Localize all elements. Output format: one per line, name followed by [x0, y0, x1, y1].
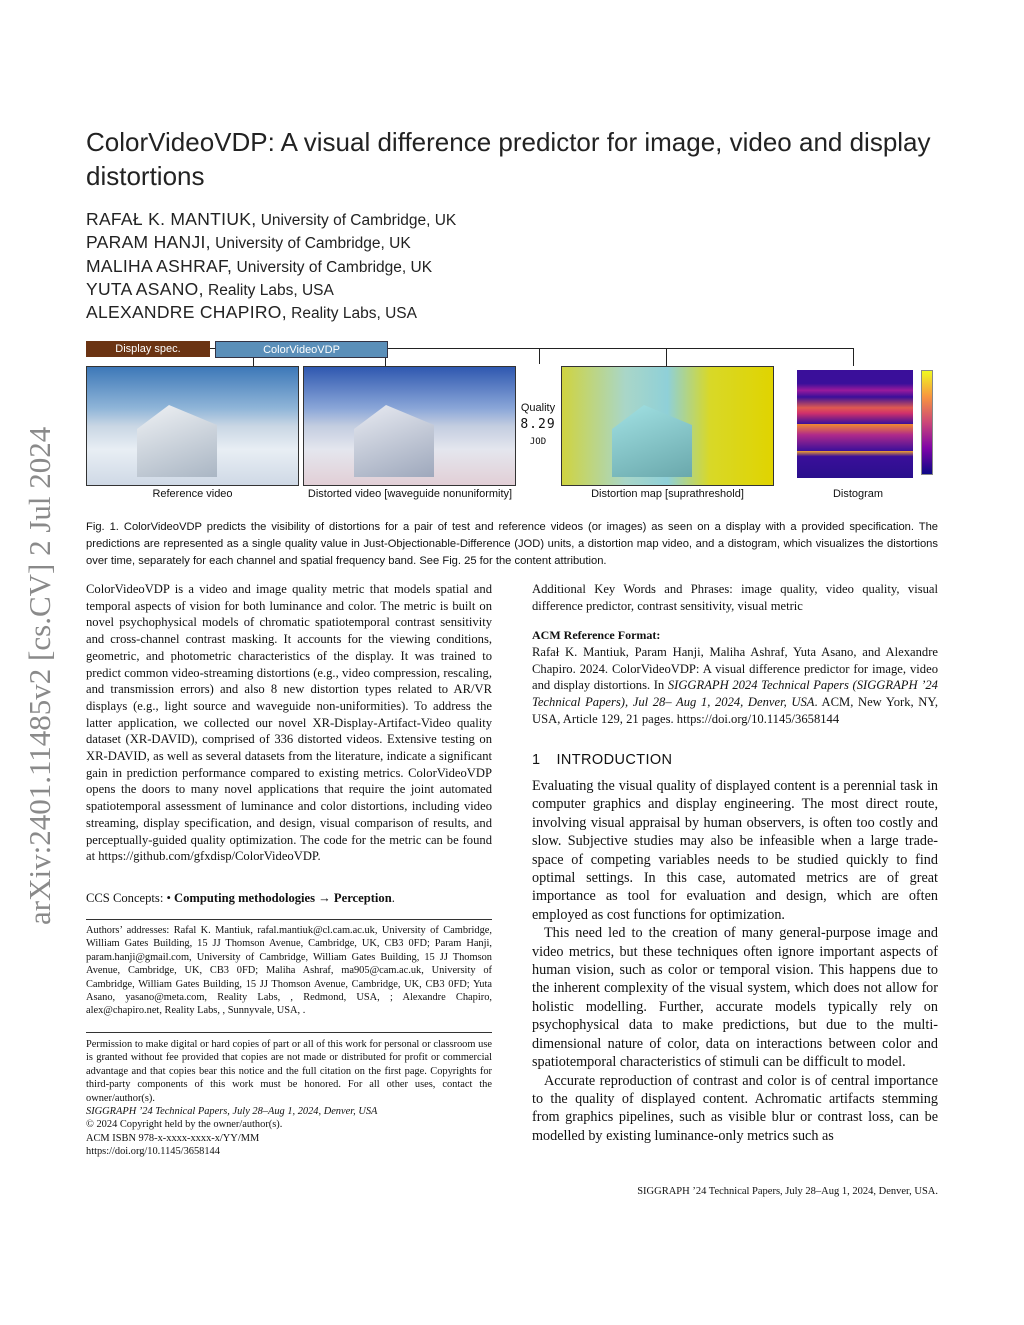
author-name: PARAM HANJI, — [86, 232, 211, 252]
author-affiliation: Reality Labs, USA — [286, 305, 417, 322]
divider — [86, 1032, 492, 1033]
colorvideovdp-box: ColorVideoVDP — [215, 341, 388, 358]
author-name: YUTA ASANO, — [86, 279, 204, 299]
quality-value: 8.29 — [520, 417, 556, 432]
paper-title: ColorVideoVDP: A visual difference predictor for image, video and display distortions — [86, 127, 931, 191]
arrow — [539, 348, 540, 364]
caption-label: Fig. 1. — [86, 521, 119, 533]
author-affiliation: Reality Labs, USA — [203, 282, 334, 299]
distortion-map-image — [561, 366, 774, 486]
author-affiliation: University of Cambridge, UK — [232, 259, 433, 276]
figure-label: Distortion map [suprathreshold] — [591, 488, 744, 500]
author — [86, 209, 456, 230]
paragraph: This need led to the creation of many general-purpose image and video metrics, but these techniques often ignore important aspects of human vision, such as color or temporal vision. This happens due to the inherent complexity of the visual system, which does not allow for holistic modelling. Further, accurate models typically rely on psychophysical data to make predictions, but due to the multi-dimensional nature of color, data on interactions between color and spatiotemporal characteristics of stimuli can be difficult to model. — [532, 925, 938, 1071]
ccs-suffix: . — [391, 891, 395, 905]
section-heading — [532, 752, 672, 768]
colorbar — [921, 370, 933, 475]
distogram-chart — [797, 370, 913, 477]
divider — [86, 919, 492, 920]
author — [86, 256, 432, 277]
author-affiliation: University of Cambridge, UK — [210, 235, 411, 252]
acm-reference — [532, 644, 938, 728]
ref-text: Rafał K. Mantiuk, Param Hanji, Maliha Ashraf, Yuta Asano, and Alexandre Chapiro. 2024. ColorVideoVDP: A visual difference predictor for image, video and display distortions. In — [532, 645, 938, 693]
ccs-concepts — [86, 890, 492, 907]
venue: SIGGRAPH ’24 Technical Papers, July 28–Aug 1, 2024, Denver, USA — [86, 1106, 378, 1118]
paragraph: Evaluating the visual quality of displayed content is a perennial task in computer graphics and display engineering. The most direct route, involving visual appraisal by human observers, is often too costly and slow. Subjective studies may also be infeasible when a large trade-space of competing variables needs to be studied quickly to find optimal settings. In this case, automated metrics are of great importance as tool for evaluation and design, which are often employed as cost functions for optimization. — [532, 778, 938, 923]
author — [86, 279, 334, 300]
figure-label: Distorted video [waveguide nonuniformity] — [307, 488, 513, 500]
acm-reference-heading: ACM Reference Format: — [532, 628, 661, 642]
quality-label: Quality — [520, 402, 556, 414]
figure-label: Distogram — [832, 488, 884, 500]
connector-line — [388, 348, 854, 349]
distorted-video-image — [303, 366, 516, 486]
author-addresses: Authors’ addresses: Rafal K. Mantiuk, rafal.mantiuk@cl.cam.ac.uk, University of Cambridge, William Gates Building, 15 JJ Thomson Avenue, Cambridge, UK, CB3 0FD; Param Hanji, param.hanji@gmail.com, University of Cambridge, William Gates Building, 15 JJ Thomson Avenue, Cambridge, UK, CB3 0FD; Maliha Ashraf, ma905@cam.ac.uk, University of Cambridge, William Gates Building, 15 JJ Thomson Avenue, Cambridge, UK, CB3 0FD; Yuta Asano, yasano@meta.com, Reality Labs, , Redmond, USA, ; Alexandre Chapiro, alex@chapiro.net, Reality Labs, , Sunnyvale, USA, . — [86, 925, 492, 1017]
keywords: Additional Key Words and Phrases: image quality, video quality, visual difference predictor, contrast sensitivity, visual metric — [532, 582, 938, 613]
author-name: ALEXANDRE CHAPIRO, — [86, 302, 287, 322]
section-title: INTRODUCTION — [556, 752, 673, 768]
author-affiliation: University of Cambridge, UK — [256, 212, 457, 229]
caption-text: ColorVideoVDP predicts the visibility of distortions for a pair of test and reference videos (or images) as seen on a display with a provided specification. The predictions are represented as a single quality value in Just-Objectionable-Difference (JOD) units, a distortion map video, and a distogram, which visualizes the distortions over time, separately for each channel and spatial frequency band. See Fig. 25 for the content attribution. — [86, 521, 939, 567]
figure-label: Reference video — [152, 488, 233, 500]
page-footer: SIGGRAPH ’24 Technical Papers, July 28–Aug 1, 2024, Denver, USA. — [637, 1186, 938, 1197]
display-spec-box: Display spec. — [86, 341, 210, 357]
paragraph: Accurate reproduction of contrast and color is of central importance to the quality of displayed content. Achromatic artifacts stemming from graphics pipelines, such as visible blur or contrast loss, can be modelled by existing luminance-only metrics such as — [532, 1072, 938, 1144]
author — [86, 232, 411, 253]
arrow — [666, 348, 667, 366]
ref-text: . ACM, New York, NY, USA, Article 129, 21 pages. https://doi.org/10.1145/3658144 — [532, 695, 938, 726]
isbn: ACM ISBN 978-x-xxxx-xxxx-x/YY/MM — [86, 1132, 260, 1144]
author-name: MALIHA ASHRAF, — [86, 256, 233, 276]
figure-caption — [86, 519, 938, 569]
abstract: ColorVideoVDP is a video and image quality metric that models spatial and temporal aspects of vision for both luminance and color. The metric is built on novel psychophysical models of chromatic spatiotemporal contrast sensitivity and cross-channel contrast masking. It accounts for the viewing conditions, geometric, and photometric characteristics of the display. It was trained to predict common video-streaming distortions (e.g., video compression, rescaling, and transmission errors) and also 8 new distortion types related to AR/VR displays (e.g., light source and waveguide non-uniformities). To address the latter application, we collected our novel XR-Display-Artifact-Video quality dataset (XR-DAVID), comprised of 336 distorted videos. Extensive testing on XR-DAVID, as well as several datasets from the literature, indicate a significant gain in prediction performance compared to existing metrics. ColorVideoVDP opens the doors to many novel applications that require the joint automated spatiotemporal assessment of luminance and color distortions, including video streaming, display specification, and design, visual comparison of results, and perceptually-guided quality optimization. The code for the metric can be found at https://github.com/gfxdisp/ColorVideoVDP. — [86, 582, 492, 864]
ccs-prefix: CCS Concepts: • — [86, 891, 175, 905]
quality-unit: JOD — [529, 437, 547, 447]
author — [86, 302, 417, 323]
reference-video-image — [86, 366, 299, 486]
section-number: 1 — [532, 752, 541, 768]
copyright: © 2024 Copyright held by the owner/author(s). — [86, 1119, 283, 1131]
ref-venue: SIGGRAPH 2024 Technical Papers (SIGGRAPH ’24 Technical Papers), Jul 28– Aug 1, 2024, Denver, USA — [532, 678, 938, 710]
arrow — [853, 348, 854, 366]
author-name: RAFAŁ K. MANTIUK, — [86, 209, 257, 229]
permission-text: Permission to make digital or hard copies of part or all of this work for personal or classroom use is granted without fee provided that copies are not made or distributed for profit or commercial advantage and that copies bear this notice and the full citation on the first page. Copyrights for third-party components of this work must be honored. For all other uses, contact the owner/author(s). — [86, 1039, 492, 1104]
arxiv-stamp: arXiv:2401.11485v2 [cs.CV] 2 Jul 2024 — [22, 426, 57, 925]
introduction-body — [532, 777, 938, 1145]
ccs-concept: Computing methodologies → Perception — [174, 891, 392, 905]
doi: https://doi.org/10.1145/3658144 — [86, 1146, 220, 1158]
permission-block — [86, 1038, 492, 1159]
